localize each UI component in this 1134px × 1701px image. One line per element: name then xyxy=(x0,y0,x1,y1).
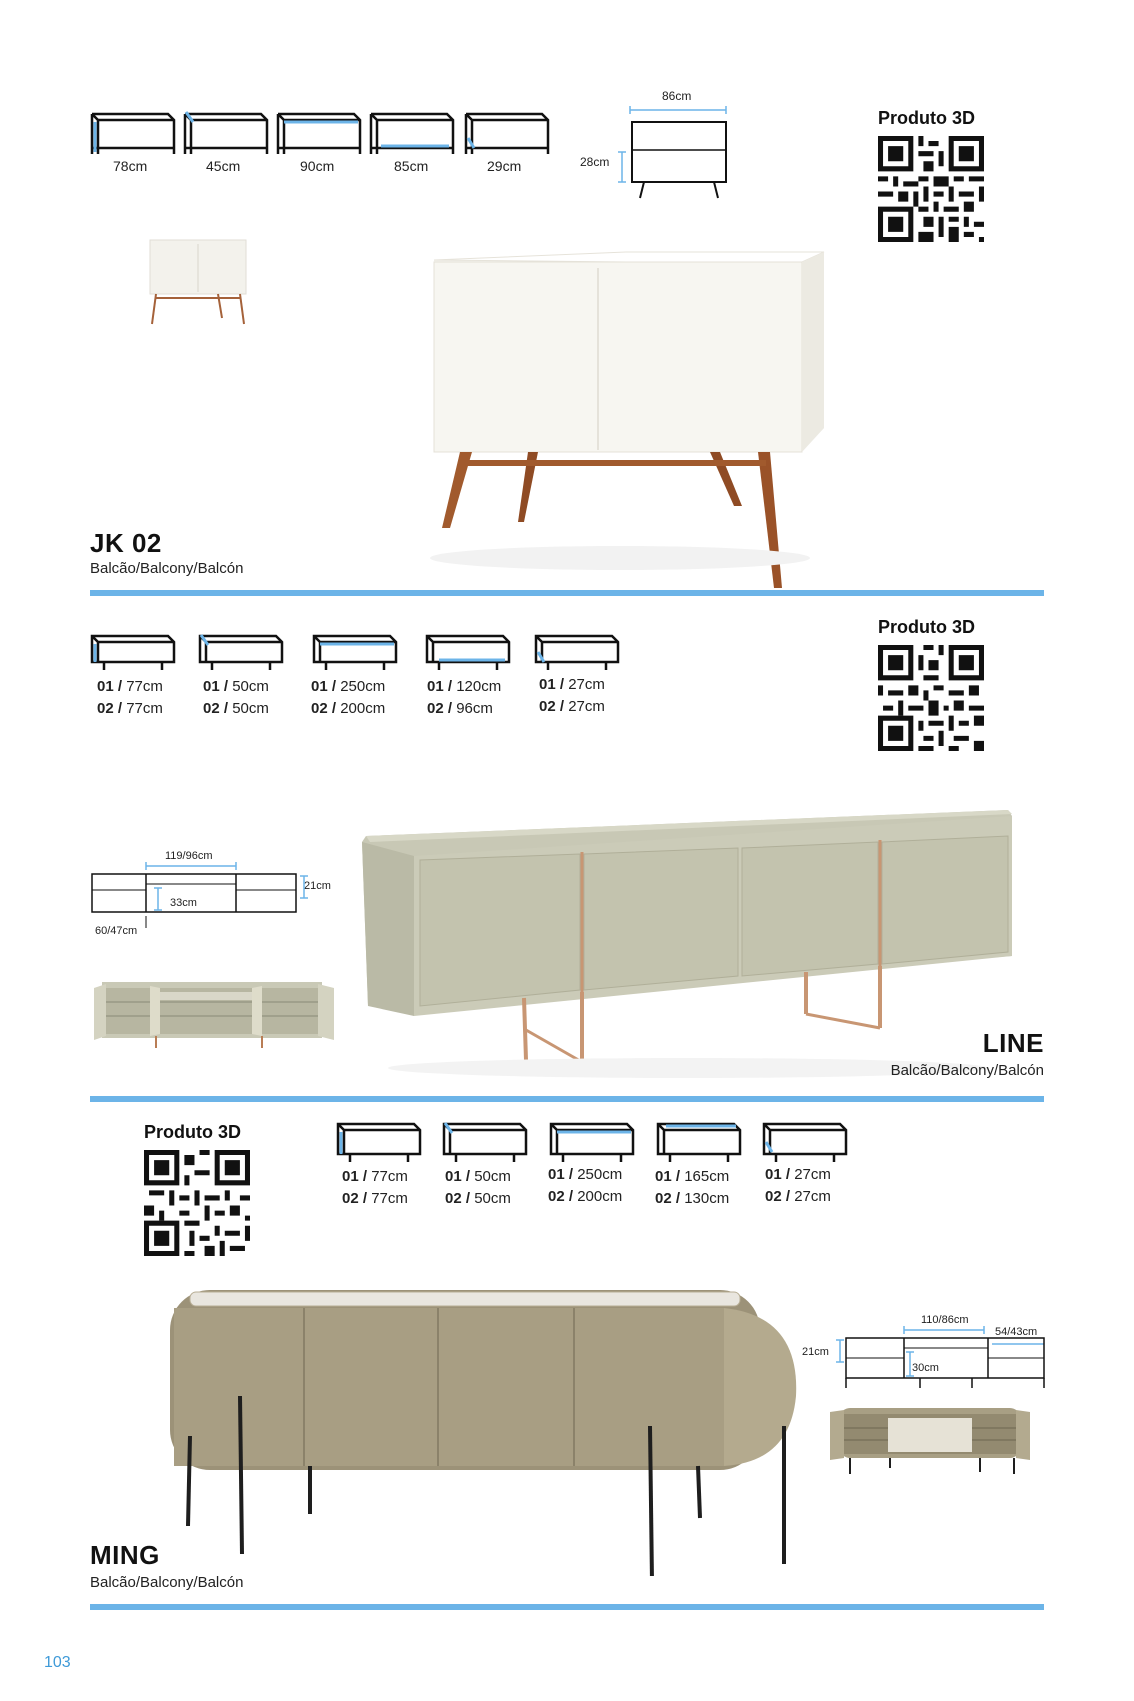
dimension-icon-width xyxy=(276,108,362,156)
dimension-icon-inner-depth xyxy=(464,108,550,156)
dim-pair-2: 01 / 50cm 02 / 50cm xyxy=(445,1168,511,1207)
line-drawing-side-label: 21cm xyxy=(304,880,331,892)
dimension-icon-inner-width xyxy=(656,1120,742,1162)
qr-code-icon[interactable] xyxy=(144,1150,250,1256)
dim-label-2: 45cm xyxy=(206,158,241,174)
dim-pair-1: 01 / 77cm 02 / 77cm xyxy=(97,678,163,717)
page-number: 103 xyxy=(44,1654,71,1671)
dim-pair-4: 01 / 165cm 02 / 130cm xyxy=(655,1168,730,1207)
dimension-icon-inner-depth xyxy=(762,1120,848,1162)
ming-drawing-top-label: 110/86cm xyxy=(921,1314,969,1326)
qr-code-icon[interactable] xyxy=(878,136,984,242)
line-product-image xyxy=(358,806,1018,1086)
dim-label-4: 85cm xyxy=(394,158,429,174)
section-divider xyxy=(90,1604,1044,1610)
line-plan-drawing xyxy=(90,862,326,932)
dim-label-1: 78cm xyxy=(113,158,148,174)
dim-pair-5: 01 / 27cm 02 / 27cm xyxy=(765,1166,831,1205)
ming-drawing-right-label: 54/43cm xyxy=(995,1326,1038,1338)
dimension-icon-inner-width xyxy=(425,632,511,672)
dim-pair-4: 01 / 120cm 02 / 96cm xyxy=(427,678,502,717)
ming-product-image xyxy=(160,1286,800,1576)
product-subtitle-ming: Balcão/Balcony/Balcón xyxy=(90,1574,244,1591)
dimension-icon-inner-width xyxy=(369,108,455,156)
drawing-height-label: 28cm xyxy=(580,155,610,169)
line-drawing-bottom-label: 60/47cm xyxy=(95,925,138,937)
dimension-icon-width xyxy=(312,632,398,672)
dimension-icon-inner-depth xyxy=(534,632,620,672)
dimension-icon-height xyxy=(336,1120,422,1162)
line-open-thumbnail xyxy=(94,978,334,1050)
dim-label-5: 29cm xyxy=(487,158,522,174)
dim-label-3: 90cm xyxy=(300,158,335,174)
dim-pair-3: 01 / 250cm 02 / 200cm xyxy=(548,1166,623,1205)
section-divider xyxy=(90,590,1044,596)
dim-pair-5: 01 / 27cm 02 / 27cm xyxy=(539,676,605,715)
line-drawing-top-label: 119/96cm xyxy=(165,850,213,862)
ming-drawing-inner-label: 30cm xyxy=(912,1362,939,1374)
qr-label-ming: Produto 3D xyxy=(144,1122,241,1142)
ming-drawing-side-label: 21cm xyxy=(802,1346,829,1358)
qr-label-jk02: Produto 3D xyxy=(878,108,975,128)
dimension-icon-depth xyxy=(198,632,284,672)
dim-pair-1: 01 / 77cm 02 / 77cm xyxy=(342,1168,408,1207)
ming-plan-drawing xyxy=(830,1326,1050,1394)
product-subtitle-jk02: Balcão/Balcony/Balcón xyxy=(90,560,244,577)
product-subtitle-line: Balcão/Balcony/Balcón xyxy=(890,1062,1044,1079)
line-drawing-inner-label: 33cm xyxy=(170,897,197,909)
dimension-icon-height xyxy=(90,632,176,672)
jk02-front-drawing xyxy=(600,104,740,200)
dimension-icon-depth xyxy=(183,108,269,156)
dim-pair-2: 01 / 50cm 02 / 50cm xyxy=(203,678,269,717)
dimension-icon-height xyxy=(90,108,176,156)
qr-code-icon[interactable] xyxy=(878,645,984,751)
ming-open-thumbnail xyxy=(830,1404,1030,1476)
dim-pair-3: 01 / 250cm 02 / 200cm xyxy=(311,678,386,717)
product-title-line: LINE xyxy=(982,1028,1044,1058)
jk02-thumbnail xyxy=(148,238,248,326)
section-divider xyxy=(90,1096,1044,1102)
product-title-ming: MING xyxy=(90,1540,160,1570)
dimension-icon-depth xyxy=(442,1120,528,1162)
dimension-icon-width xyxy=(549,1120,635,1162)
qr-label-line: Produto 3D xyxy=(878,617,975,637)
drawing-width-label: 86cm xyxy=(662,89,692,103)
product-title-jk02: JK 02 xyxy=(90,528,162,558)
jk02-product-image xyxy=(420,238,826,598)
